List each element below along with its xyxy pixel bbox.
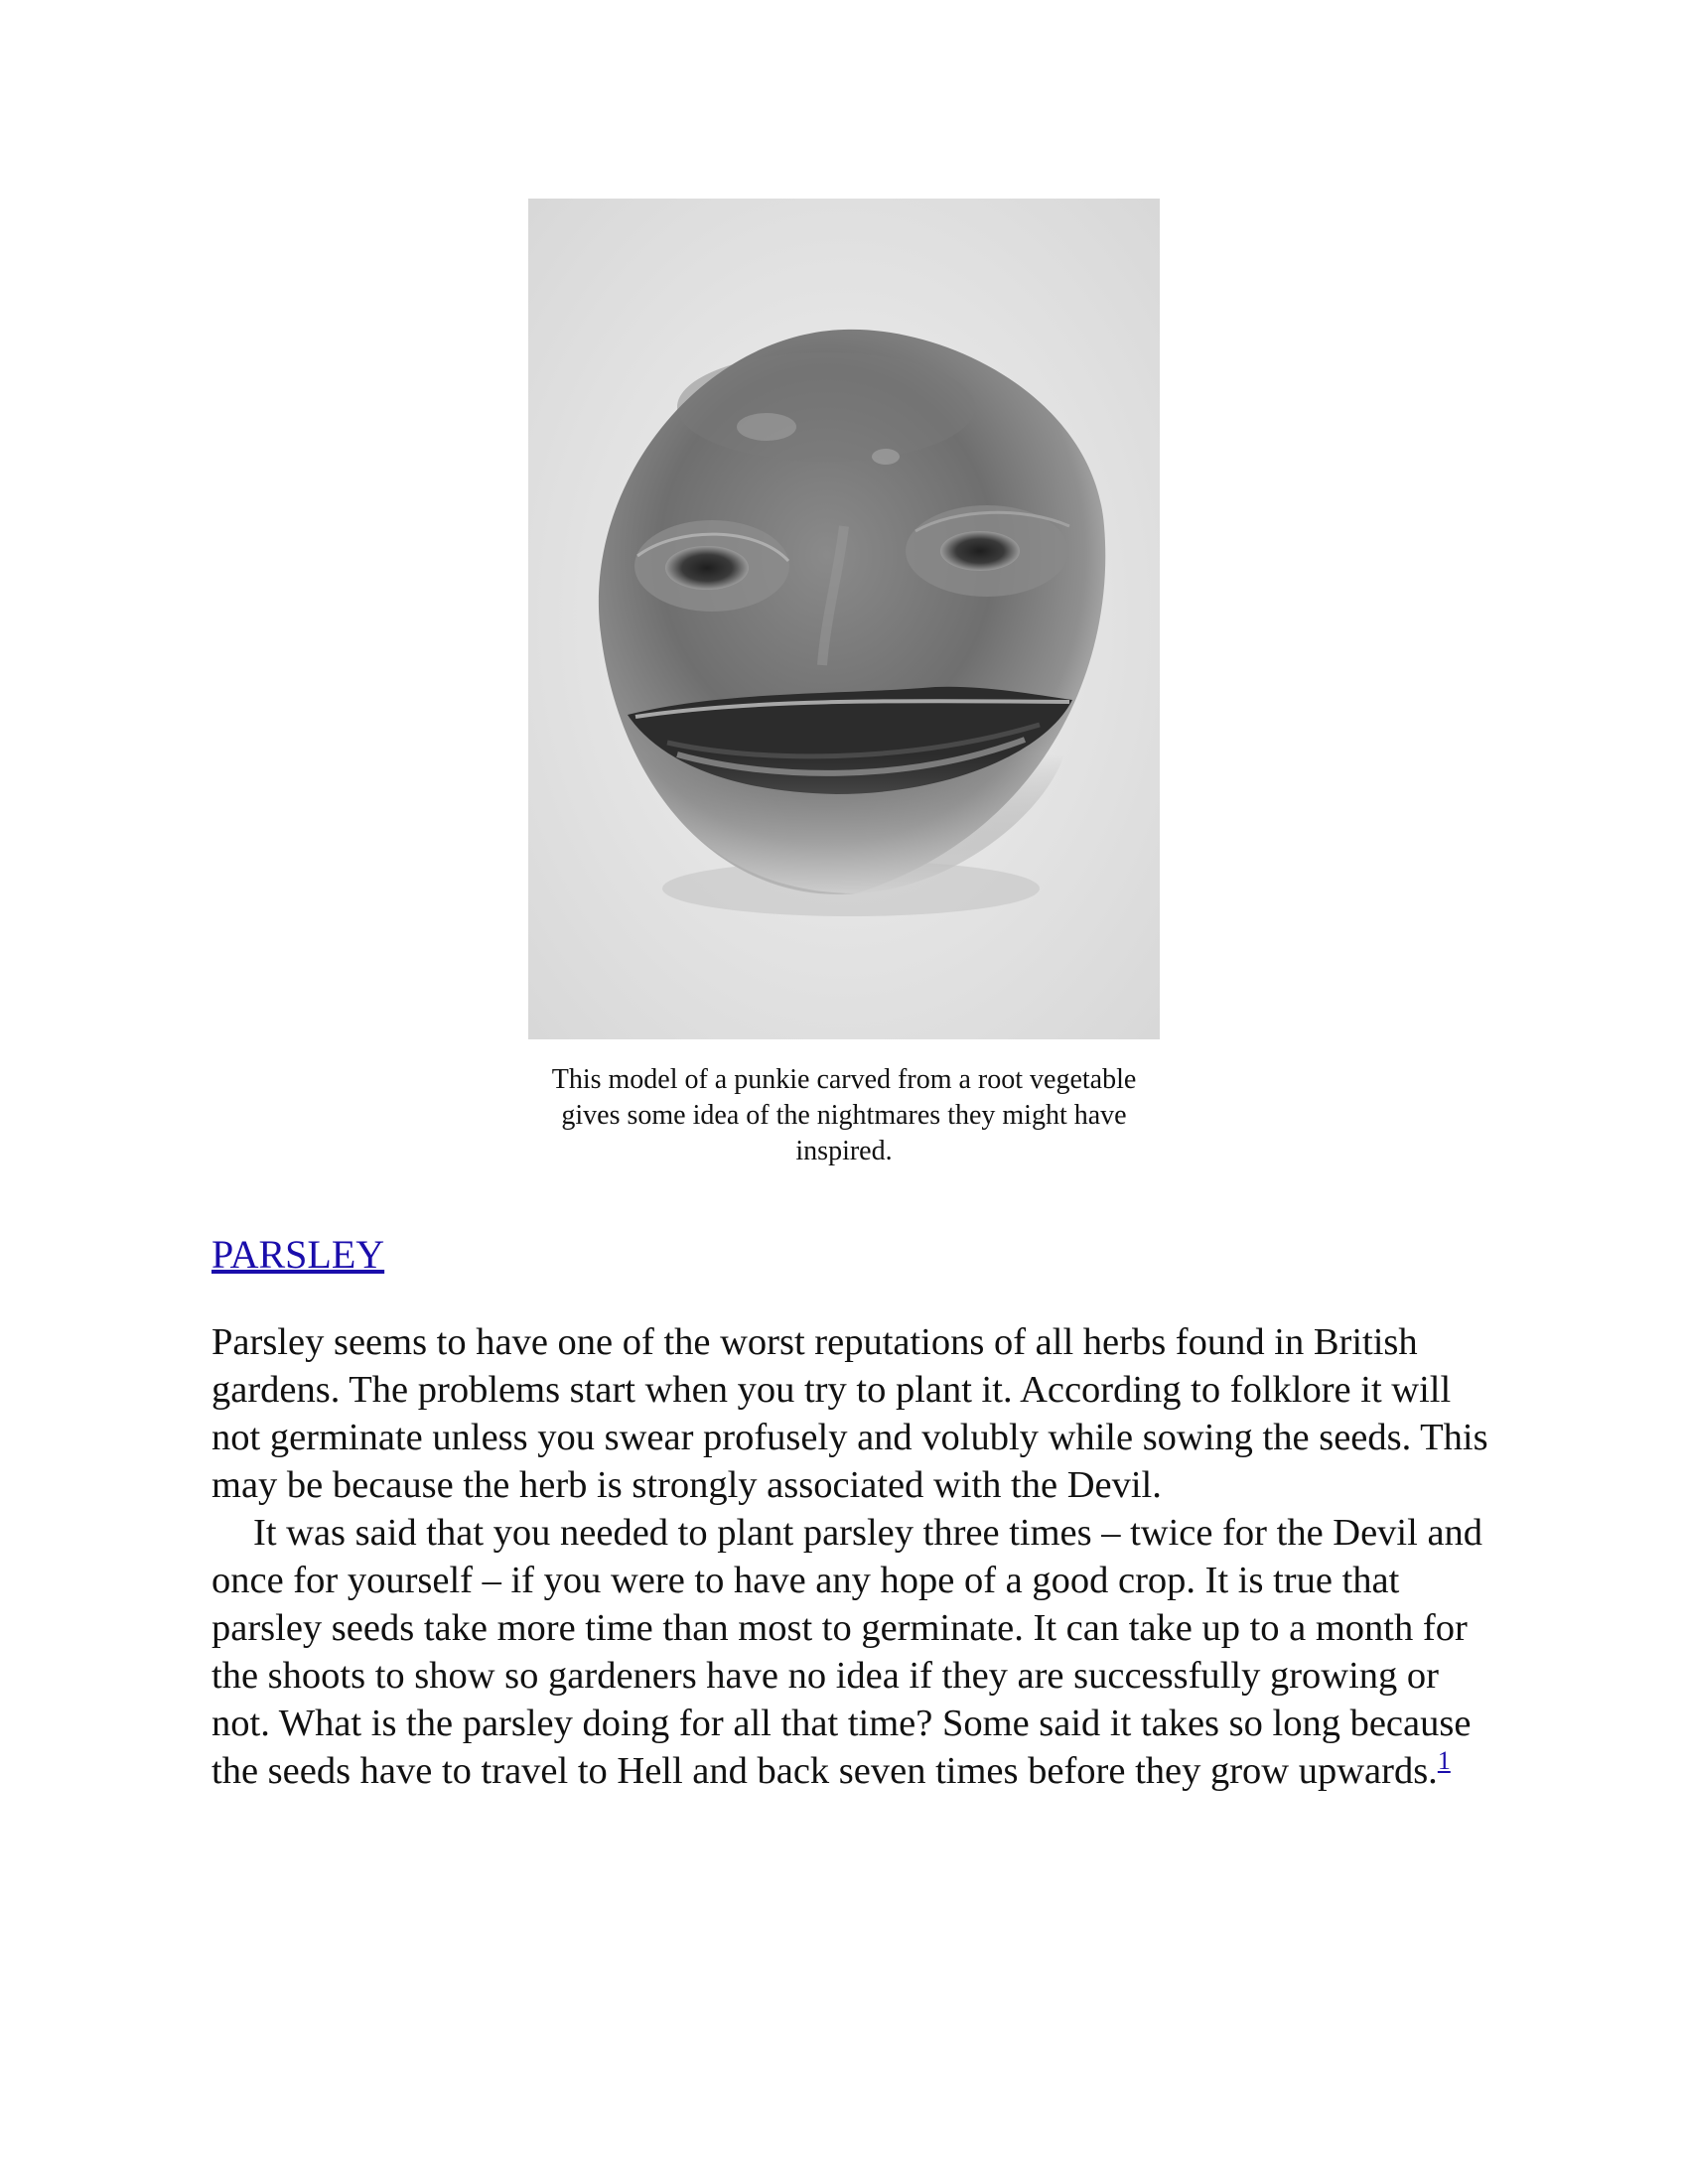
figure-caption: This model of a punkie carved from a root vegetable gives some idea of the nightmares they might have inspired. xyxy=(551,1064,1137,1166)
footnote-link[interactable]: 1 xyxy=(1437,1746,1451,1776)
punkie-photo xyxy=(528,199,1160,1039)
paragraph-2-text: It was said that you needed to plant parsley three times – twice for the Devil and once for yourself – if you were to have any hope of a good crop. It is true that parsley seeds take more time than most to germinate. It can take up to a month for the shoots to show so gardeners have no idea if they are successfully growing or not. What is the parsley doing for all that time? Some said it takes so long because the seeds have to travel to Hell and back seven times before they grow upwards. xyxy=(211,1512,1483,1792)
paragraph-2 xyxy=(211,1509,1502,1795)
article-body xyxy=(211,1318,1502,1795)
punkie-illustration xyxy=(528,199,1160,1039)
paragraph-1: Parsley seems to have one of the worst reputations of all herbs found in British gardens. The problems start when you try to plant it. According to folklore it will not germinate unless you swear profusely and volubly while sowing the seeds. This may be because the herb is strongly associated with the Devil. xyxy=(211,1321,1488,1506)
parsley-section-link[interactable]: PARSLEY xyxy=(211,1232,385,1277)
